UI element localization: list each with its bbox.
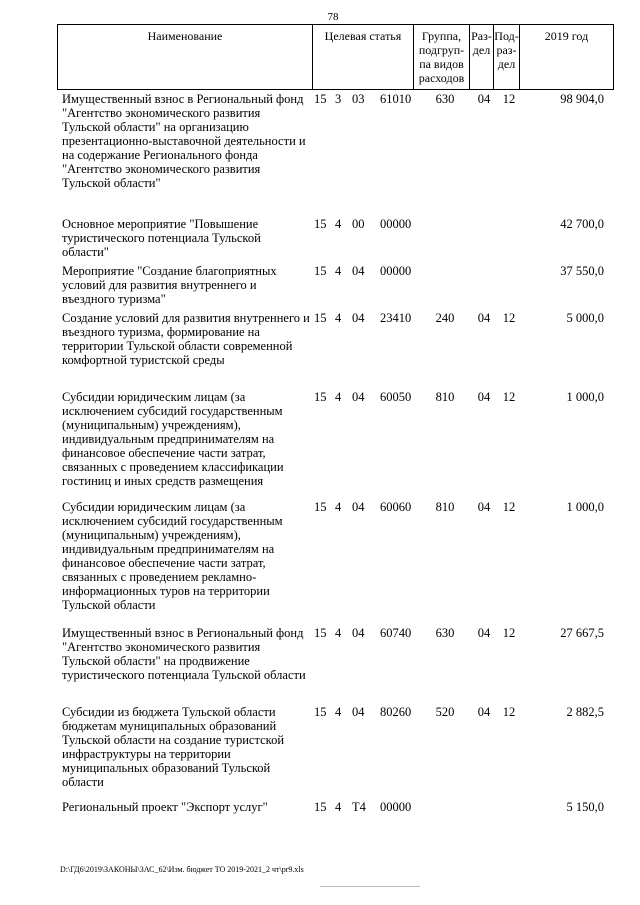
row-section: 04 (477, 500, 491, 514)
row-ks-program: 15 (314, 92, 327, 106)
row-ks-event: 04 (352, 390, 365, 404)
row-section: 04 (477, 390, 491, 404)
row-ks-subprogram: 4 (335, 800, 342, 814)
row-ks-program: 15 (314, 217, 327, 231)
header-year: 2019 год (544, 29, 589, 43)
row-ks-subprogram: 4 (335, 390, 342, 404)
row-subsection: 12 (502, 705, 516, 719)
row-ks-direction: 00000 (380, 217, 412, 231)
row-name: Субсидии из бюджета Тульской области бюджетам муниципальных образований Тульской области на создание туристской инфраструктуры на территории муниципальных образований Тульской области (62, 705, 285, 789)
row-ks-direction: 23410 (380, 311, 412, 325)
row-ks-direction: 00000 (380, 264, 412, 278)
row-group: 630 (435, 92, 455, 106)
row-section: 04 (477, 626, 491, 640)
table-header (57, 24, 614, 90)
row-ks-subprogram: 4 (335, 626, 342, 640)
row-ks-direction: 60050 (380, 390, 412, 404)
row-ks-program: 15 (314, 311, 327, 325)
row-sum: 2 882,5 (566, 705, 604, 719)
row-sum: 98 904,0 (560, 92, 604, 106)
row-ks-event: 04 (352, 705, 365, 719)
row-ks-subprogram: 3 (335, 92, 342, 106)
row-sum: 5 150,0 (566, 800, 604, 814)
row-ks-event: 04 (352, 500, 365, 514)
header-name: Наименование (58, 25, 313, 89)
row-name: Региональный проект "Экспорт услуг" (62, 800, 268, 814)
row-ks-program: 15 (314, 500, 327, 514)
header-group: Группа, подгруп- па видов расходов (414, 25, 470, 89)
row-ks-direction: 00000 (380, 800, 412, 814)
row-name: Имущественный взнос в Региональный фонд "Агентство экономического развития Тульской области" на организацию презентационно-выставочной деятельности и на содержание Регионального фонда "Агентство экономического развития Тульской области" (62, 92, 306, 190)
row-group: 240 (435, 311, 455, 325)
row-ks-subprogram: 4 (335, 705, 342, 719)
row-ks-event: 04 (352, 311, 365, 325)
row-subsection: 12 (502, 390, 516, 404)
row-sum: 37 550,0 (560, 264, 604, 278)
row-ks-event: 04 (352, 264, 365, 278)
file-path-footer: D:\ГД6\2019\ЗАКОНЫ\ЗАС_62\Изм. бюджет ТО 2019-2021_2 чт\pr9.xls (60, 865, 304, 874)
row-name: Субсидии юридическим лицам (за исключением субсидий государственным (муниципальным) учреждениям), индивидуальным предпринимателям на финансовое обеспечение части затрат, связанных с проведением классификации гостиниц и иных средств размещения (62, 390, 284, 488)
row-ks-direction: 80260 (380, 705, 412, 719)
row-name: Мероприятие "Создание благоприятных условий для развития внутреннего и въездного туризма" (62, 264, 277, 306)
row-name: Основное мероприятие "Повышение туристического потенциала Тульской области" (62, 217, 261, 259)
row-sum: 1 000,0 (566, 390, 604, 404)
header-subsection: Под- раз- дел (494, 25, 520, 89)
row-name: Имущественный взнос в Региональный фонд "Агентство экономического развития Тульской области" на продвижение туристического потенциала Тульской области (62, 626, 306, 682)
row-ks-direction: 61010 (380, 92, 412, 106)
row-ks-subprogram: 4 (335, 264, 342, 278)
row-ks-event: 00 (352, 217, 365, 231)
row-sum: 42 700,0 (560, 217, 604, 231)
row-ks-subprogram: 4 (335, 311, 342, 325)
row-ks-event: 04 (352, 626, 365, 640)
row-sum: 5 000,0 (566, 311, 604, 325)
row-subsection: 12 (502, 626, 516, 640)
row-group: 810 (435, 500, 455, 514)
row-ks-program: 15 (314, 264, 327, 278)
row-subsection: 12 (502, 92, 516, 106)
row-subsection: 12 (502, 500, 516, 514)
row-group: 630 (435, 626, 455, 640)
row-ks-program: 15 (314, 626, 327, 640)
row-ks-program: 15 (314, 390, 327, 404)
header-section: Раз- дел (470, 25, 494, 89)
row-sum: 1 000,0 (566, 500, 604, 514)
row-subsection: 12 (502, 311, 516, 325)
row-ks-direction: 60060 (380, 500, 412, 514)
row-name: Субсидии юридическим лицам (за исключением субсидий государственным (муниципальным) учреждениям), индивидуальным предпринимателям на финансовое обеспечение части затрат, связанных с проведением рекламно-информационных туров на территории Тульской области (62, 500, 283, 612)
row-section: 04 (477, 705, 491, 719)
row-ks-program: 15 (314, 705, 327, 719)
row-ks-subprogram: 4 (335, 500, 342, 514)
row-name: Создание условий для развития внутреннего и въездного туризма, формирование на территории Тульской области современной комфортной туристской среды (62, 311, 310, 367)
row-section: 04 (477, 92, 491, 106)
row-ks-program: 15 (314, 800, 327, 814)
row-ks-event: Т4 (352, 800, 366, 814)
row-group: 810 (435, 390, 455, 404)
row-ks-event: 03 (352, 92, 365, 106)
row-ks-direction: 60740 (380, 626, 412, 640)
row-sum: 27 667,5 (560, 626, 604, 640)
row-section: 04 (477, 311, 491, 325)
row-ks-subprogram: 4 (335, 217, 342, 231)
footer-divider (320, 886, 420, 887)
page-number: 78 (327, 11, 339, 23)
row-group: 520 (435, 705, 455, 719)
header-target-article: Целевая статья (313, 25, 414, 89)
